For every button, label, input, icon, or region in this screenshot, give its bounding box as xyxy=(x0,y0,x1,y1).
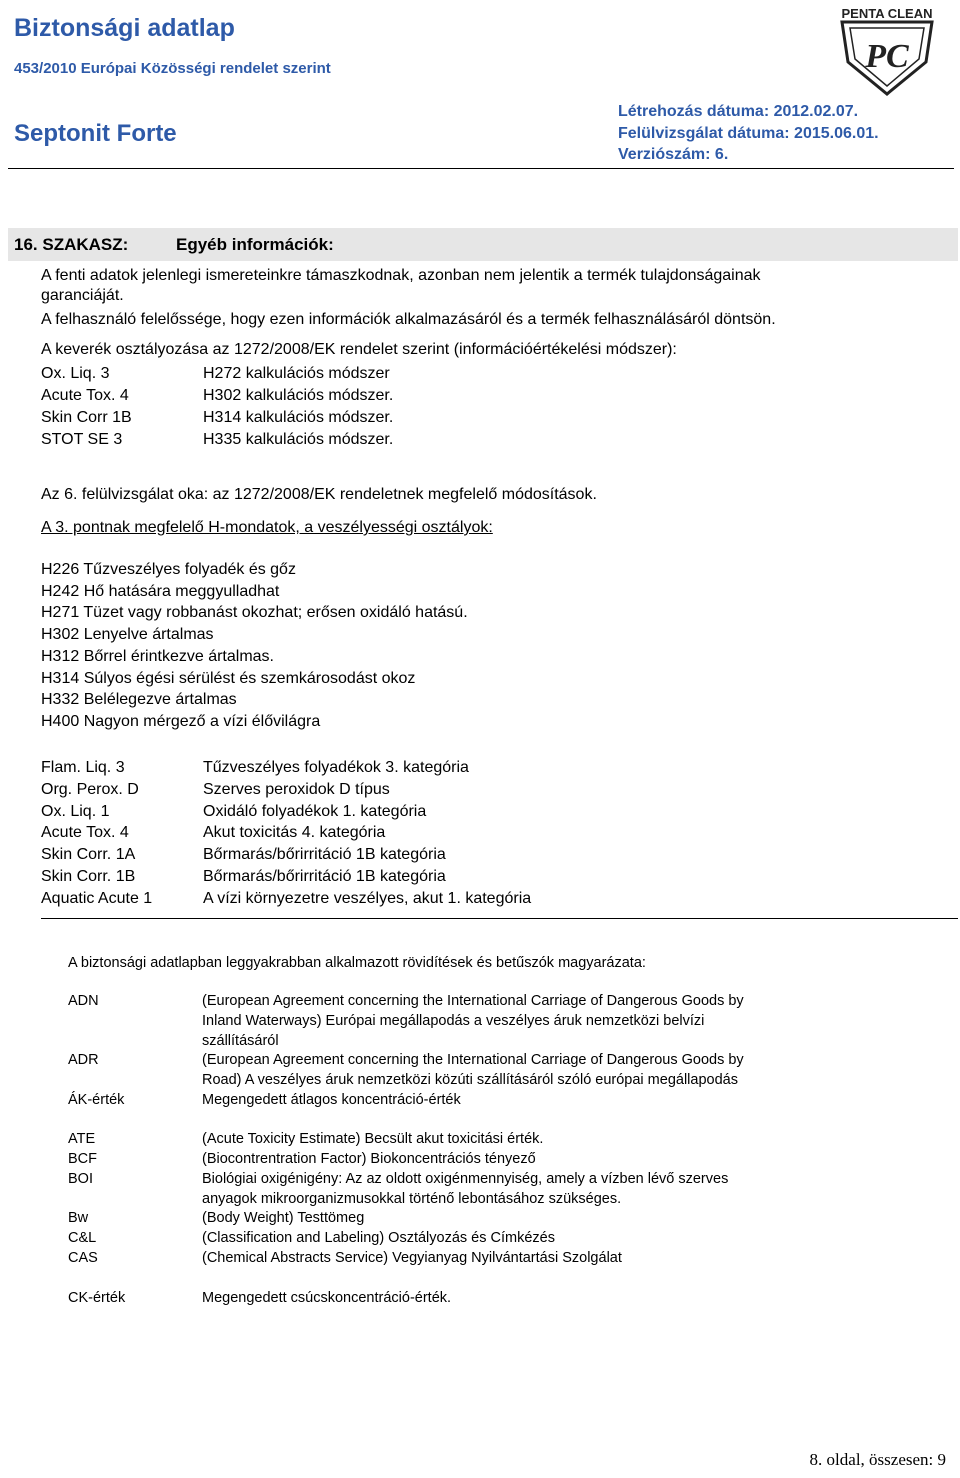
hazard-class-description: Szerves peroxidok D típus xyxy=(203,780,390,798)
classification-method: H314 kalkulációs módszer. xyxy=(203,409,394,426)
abbreviation-definition: (European Agreement concerning the International Carriage of Dangerous Goods by xyxy=(202,1052,744,1068)
h-statement: H332 Belélegezve ártalmas xyxy=(41,691,237,709)
classification-code: Ox. Liq. 3 xyxy=(41,365,110,382)
h-statement: H226 Tűzveszélyes folyadék és gőz xyxy=(41,561,296,578)
abbreviation-term: ATE xyxy=(68,1131,96,1147)
document-dates xyxy=(618,101,879,166)
abbreviation-term: ADN xyxy=(68,993,99,1009)
abbreviation-term: CAS xyxy=(68,1250,98,1266)
hazard-class-code: Acute Tox. 4 xyxy=(41,824,129,842)
abbreviation-definition: (Chemical Abstracts Service) Vegyianyag Nyilvántartási Szolgálat xyxy=(202,1250,622,1266)
abbreviation-term: BCF xyxy=(68,1151,97,1167)
hazard-class-description: Bőrmarás/bőrirritáció 1B kategória xyxy=(203,846,446,864)
hazard-class-code: Skin Corr. 1A xyxy=(41,846,136,864)
h-statement: H271 Tüzet vagy robbanást okozhat; erősen oxidáló hatású. xyxy=(41,604,468,622)
classification-code: Acute Tox. 4 xyxy=(41,387,129,404)
h-statement: H302 Lenyelve ártalmas xyxy=(41,626,214,644)
reviewed-date: Felülvizsgálat dátuma: 2015.06.01. xyxy=(618,124,879,142)
abbreviation-definition: Inland Waterways) Európai megállapodás a veszélyes áruk nemzetközi belvízi xyxy=(202,1013,705,1029)
h-statement: H400 Nagyon mérgező a vízi élővilágra xyxy=(41,712,321,730)
hazard-class-description: Tűzveszélyes folyadékok 3. kategória xyxy=(203,759,469,776)
classification-method: H302 kalkulációs módszer. xyxy=(203,387,394,404)
abbreviation-term: ADR xyxy=(68,1052,99,1068)
hazard-class-code: Org. Perox. D xyxy=(41,780,139,798)
hazard-class-description: A vízi környezetre veszélyes, akut 1. kategória xyxy=(203,889,532,907)
abbreviation-term: Bw xyxy=(68,1210,89,1226)
h-statement: H314 Súlyos égési sérülést és szemkárosodást okoz xyxy=(41,669,416,687)
hazard-class-description: Akut toxicitás 4. kategória xyxy=(203,824,386,842)
abbreviation-term: BOI xyxy=(68,1171,93,1187)
abbreviation-definition: (Body Weight) Testtömeg xyxy=(202,1210,365,1226)
abbreviation-term: CK-érték xyxy=(68,1290,126,1306)
responsibility-paragraph: A felhasználó felelőssége, hogy ezen információk alkalmazásáról és a termék felhasználásáról döntsön. xyxy=(41,311,776,328)
classification-intro: A keverék osztályozása az 1272/2008/EK rendelet szerint (információértékelési módszer): xyxy=(41,341,677,358)
classification-method: H272 kalkulációs módszer xyxy=(203,365,390,382)
abbreviation-definition: Biológiai oxigénigény: Az az oldott oxigénmennyiség, amely a vízben lévő szerves xyxy=(202,1171,729,1187)
created-date: Létrehozás dátuma: 2012.02.07. xyxy=(618,103,859,120)
section-divider xyxy=(41,918,958,919)
abbreviation-term: C&L xyxy=(68,1230,97,1246)
abbreviation-definition: (Biocontrentration Factor) Biokoncentrációs tényező xyxy=(202,1151,536,1167)
version-number: Verziószám: 6. xyxy=(618,146,729,163)
page-footer: 8. oldal, összesen: 9 xyxy=(809,1450,946,1469)
logo-text: PENTA CLEAN xyxy=(841,6,933,21)
abbreviation-definition: Megengedett átlagos koncentráció-érték xyxy=(202,1092,461,1108)
section-header xyxy=(8,228,958,261)
logo-mark: PC xyxy=(865,38,909,75)
abbreviation-definition: szállításáról xyxy=(202,1033,279,1049)
classification-code: Skin Corr 1B xyxy=(41,409,132,426)
regulation-subtitle: 453/2010 Európai Közösségi rendelet szerint xyxy=(14,60,331,77)
h-statements-heading: A 3. pontnak megfelelő H-mondatok, a veszélyességi osztályok: xyxy=(41,519,493,536)
penta-clean-logo xyxy=(838,4,936,96)
abbreviation-definition: Megengedett csúcskoncentráció-érték. xyxy=(202,1290,452,1306)
abbreviation-definition: Road) A veszélyes áruk nemzetközi közúti szállításáról szóló európai megállapodás xyxy=(202,1072,738,1088)
revision-reason: Az 6. felülvizsgálat oka: az 1272/2008/EK rendeletnek megfelelő módosítások. xyxy=(41,486,597,503)
document-title: Biztonsági adatlap xyxy=(14,14,235,42)
abbreviation-term: ÁK-érték xyxy=(68,1092,125,1108)
hazard-class-code: Ox. Liq. 1 xyxy=(41,802,110,820)
h-statement: H312 Bőrrel érintkezve ártalmas. xyxy=(41,647,274,665)
classification-method: H335 kalkulációs módszer. xyxy=(203,431,394,448)
abbreviation-definition: (Classification and Labeling) Osztályozás és Címkézés xyxy=(202,1230,555,1246)
disclaimer-line-1: A fenti adatok jelenlegi ismereteinkre támaszkodnak, azonban nem jelentik a termék tulajdonságainak xyxy=(41,267,761,284)
hazard-class-code: Aquatic Acute 1 xyxy=(41,889,153,907)
classification-code: STOT SE 3 xyxy=(41,431,123,448)
abbreviation-definition: (Acute Toxicity Estimate) Becsült akut toxicitási érték. xyxy=(202,1131,544,1147)
h-statement: H242 Hő hatására meggyulladhat xyxy=(41,582,280,600)
product-name: Septonit Forte xyxy=(14,120,177,147)
header-divider xyxy=(8,168,954,169)
abbreviation-definition: (European Agreement concerning the International Carriage of Dangerous Goods by xyxy=(202,993,744,1009)
hazard-class-description: Bőrmarás/bőrirritáció 1B kategória xyxy=(203,868,446,885)
section-number: 16. SZAKASZ: xyxy=(14,235,129,254)
hazard-class-code: Flam. Liq. 3 xyxy=(41,759,125,776)
abbreviations-heading: A biztonsági adatlapban leggyakrabban alkalmazott rövidítések és betűszók magyarázata: xyxy=(68,955,646,971)
disclaimer-line-2: garanciáját. xyxy=(41,287,124,304)
abbreviation-definition: anyagok mikroorganizmusokkal történő lebontásához szükséges. xyxy=(202,1191,622,1207)
hazard-class-code: Skin Corr. 1B xyxy=(41,868,136,885)
hazard-class-description: Oxidáló folyadékok 1. kategória xyxy=(203,802,427,820)
section-title: Egyéb információk: xyxy=(176,235,334,254)
